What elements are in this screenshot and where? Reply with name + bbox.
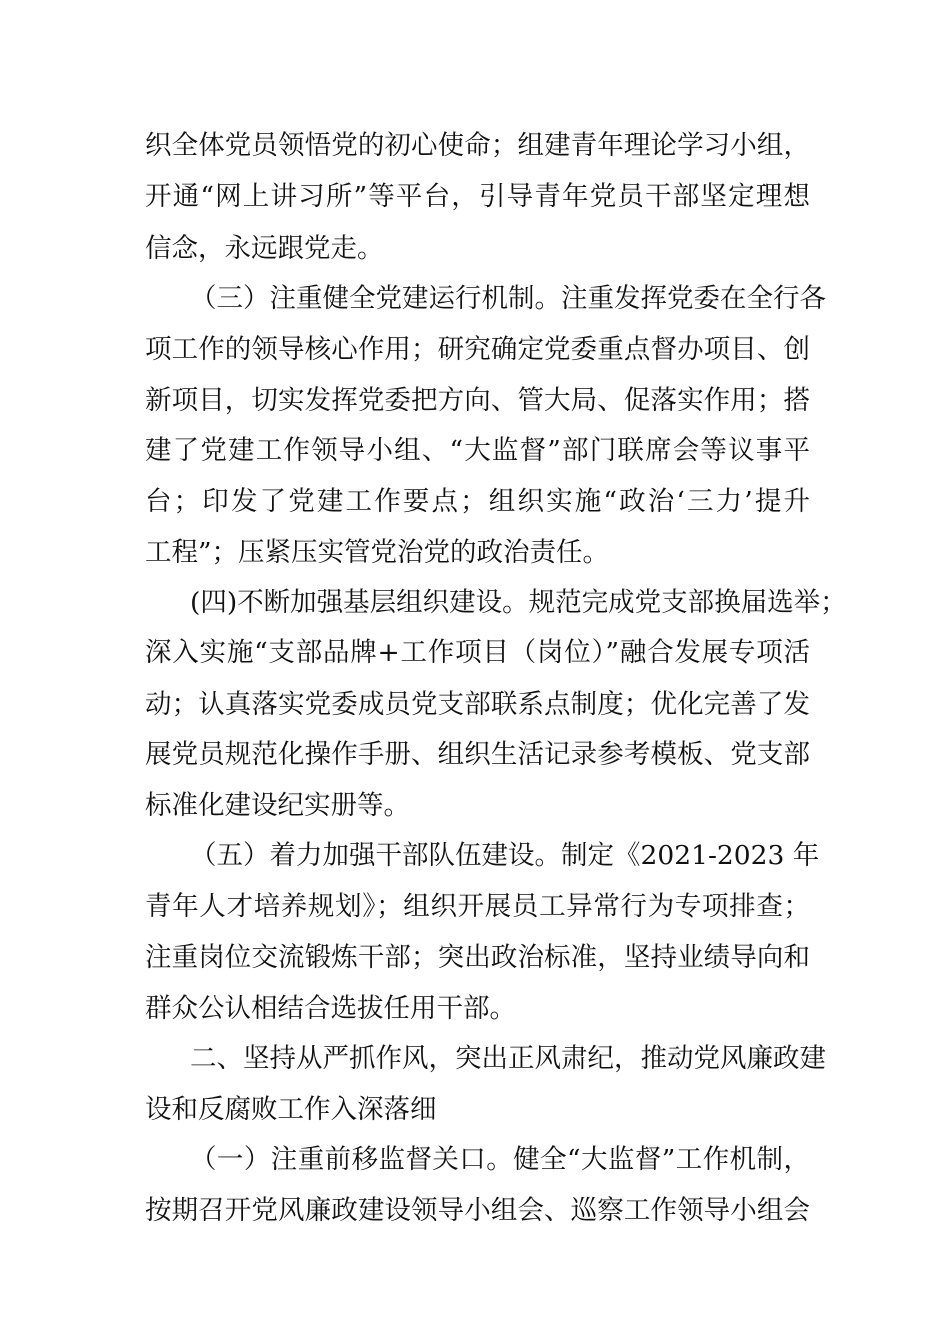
text-line: 按期召开党风廉政建设领导小组会、巡察工作领导小组会: [145, 1195, 810, 1226]
text-line: 建了党建工作领导小组、“大监督”部门联席会等议事平: [145, 435, 810, 466]
text-line: （一）注重前移监督关口。健全“大监督”工作机制，: [190, 1144, 810, 1175]
text-line: 二、坚持从严抓作风，突出正风肃纪，推动党风廉政建: [190, 1043, 826, 1074]
text-line: 群众公认相结合选拔任用干部。: [145, 993, 516, 1024]
text-line: 展党员规范化操作手册、组织生活记录参考模板、党支部: [145, 739, 810, 770]
text-line: 台；印发了党建工作要点；组织实施“政治‘三力’提升: [145, 486, 810, 517]
text-line: （五）着力加强干部队伍建设。制定《2021-2023 年: [190, 840, 820, 871]
text-line: 设和反腐败工作入深落细: [145, 1094, 437, 1125]
text-line: (四)不断加强基层组织建设。规范完成党支部换届选举；: [190, 587, 847, 618]
text-line: 注重岗位交流锻炼干部；突出政治标准，坚持业绩导向和: [145, 942, 810, 973]
text-line: 标准化建设纪实册等。: [145, 790, 410, 821]
text-line: 青年人才培养规划》；组织开展员工异常行为专项排查；: [145, 891, 810, 922]
text-line: 开通“网上讲习所”等平台，引导青年党员干部坚定理想: [145, 181, 810, 212]
text-line: 织全体党员领悟党的初心使命；组建青年理论学习小组，: [145, 130, 810, 161]
text-line: 项工作的领导核心作用；研究确定党委重点督办项目、创: [145, 334, 810, 365]
text-line: 工程”；压紧压实管党治党的政治责任。: [145, 537, 610, 568]
text-line: 动；认真落实党委成员党支部联系点制度；优化完善了发: [145, 689, 810, 720]
text-line: 信念，永远跟党走。: [145, 233, 384, 264]
text-line: （三）注重健全党建运行机制。注重发挥党委在全行各: [190, 283, 826, 314]
text-line: 新项目，切实发挥党委把方向、管大局、促落实作用；搭: [145, 385, 810, 416]
text-line: 深入实施“支部品牌+工作项目（岗位）”融合发展专项活: [145, 637, 810, 668]
